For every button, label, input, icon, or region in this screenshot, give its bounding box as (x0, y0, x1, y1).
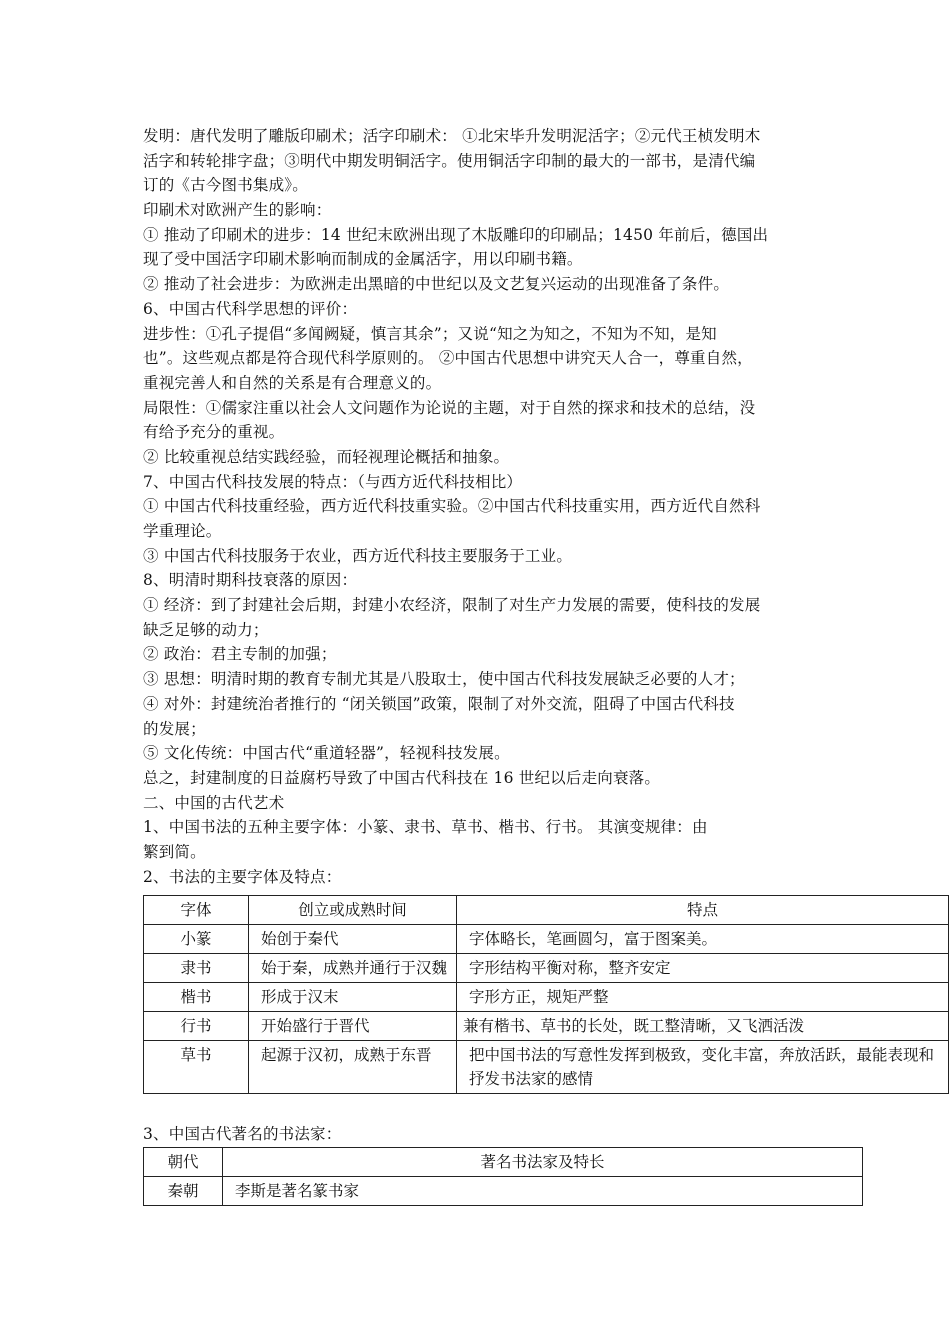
text-line: 发明：唐代发明了雕版印刷术；活字印刷术： ①北宋毕升发明泥活字；②元代王桢发明木 (143, 127, 761, 145)
text-line: 重视完善人和自然的关系是有合理意义的。 (143, 373, 442, 392)
table-cell: 行书 (144, 1012, 249, 1041)
text-line: ③ 中国古代科技服务于农业，西方近代科技主要服务于工业。 (143, 546, 573, 565)
table-cell: 字形结构平衡对称，整齐安定 (457, 954, 949, 983)
text-line: 7、中国古代科技发展的特点：（与西方近代科技相比） (143, 472, 523, 491)
text-line: ④ 对外：封建统治者推行的 “闭关锁国”政策，限制了对外交流，阻碍了中国古代科技 (143, 694, 735, 713)
text-line: 进步性：①孔子提倡“多闻阙疑，慎言其余”；又说“知之为知之，不知为不知，是知 (143, 324, 717, 343)
text-line: ② 政治：君主专制的加强； (143, 645, 337, 664)
text-line: 8、明清时期科技衰落的原因： (143, 571, 358, 590)
text-line: 总之，封建制度的日益腐朽导致了中国古代科技在 16 世纪以后走向衰落。 (143, 768, 661, 787)
text-line: 的发展； (143, 719, 206, 738)
text-line: 订的《古今图书集成》。 (143, 176, 308, 195)
table-cell: 字体略长，笔画圆匀，富于图案美。 (457, 925, 949, 954)
body-text (143, 124, 815, 889)
table-row (144, 1177, 863, 1206)
text-line: 活字和转轮排字盘；③明代中期发明铜活字。使用铜活字印制的最大的一部书，是清代编 (143, 151, 756, 170)
text-line: 也”。这些观点都是符合现代科学原则的。 ②中国古代思想中讲究天人合一，尊重自然， (143, 349, 753, 368)
table-cell: 楷书 (144, 983, 249, 1012)
text-line: 6、中国古代科学思想的评价： (143, 299, 358, 318)
table-cell: 兼有楷书、草书的长处，既工整清晰，又飞洒活泼 (457, 1012, 949, 1041)
table-header-row (144, 1148, 863, 1177)
text-line: 印刷术对欧洲产生的影响： (143, 201, 332, 220)
table-row (144, 954, 949, 983)
text-line: ② 比较重视总结实践经验，而轻视理论概括和抽象。 (143, 447, 510, 466)
table-cell: 开始盛行于晋代 (249, 1012, 457, 1041)
text-line: 繁到简。 (143, 842, 206, 861)
table-header-cell: 著名书法家及特长 (223, 1148, 863, 1177)
table-header-cell: 特点 (457, 896, 949, 925)
table-cell: 始于秦，成熟并通行于汉魏 (249, 954, 457, 983)
table-cell: 始创于秦代 (249, 925, 457, 954)
text-line: 二、中国的古代艺术 (143, 793, 285, 812)
table-cell: 隶书 (144, 954, 249, 983)
table-cell: 秦朝 (144, 1177, 223, 1206)
calligraphy-styles-table (143, 895, 949, 1094)
table-row (144, 925, 949, 954)
text-line: 局限性：①儒家注重以社会人文问题作为论说的主题，对于自然的探求和技术的总结，没 (143, 398, 756, 417)
text-line: ① 中国古代科技重经验，西方近代科技重实验。②中国古代科技重实用，西方近代自然科 (143, 497, 761, 516)
text-line: 现了受中国活字印刷术影响而制成的金属活字，用以印刷书籍。 (143, 250, 583, 269)
table-cell: 把中国书法的写意性发挥到极致，变化丰富，奔放活跃，最能表现和抒发书法家的感情 (457, 1041, 949, 1094)
text-line: ③ 思想：明清时期的教育专制尤其是八股取士，使中国古代科技发展缺乏必要的人才； (143, 670, 745, 689)
table-row (144, 983, 949, 1012)
table-cell: 字形方正，规矩严整 (457, 983, 949, 1012)
text-line: ② 推动了社会进步：为欧洲走出黑暗的中世纪以及文艺复兴运动的出现准备了条件。 (143, 275, 730, 294)
section-heading-3: 3、中国古代著名的书法家： (143, 1125, 342, 1143)
text-line: ① 经济：到了封建社会后期，封建小农经济，限制了对生产力发展的需要，使科技的发展 (143, 596, 761, 615)
text-line: 1、中国书法的五种主要字体：小篆、隶书、草书、楷书、行书。 其演变规律：由 (143, 818, 708, 837)
text-line: 有给予充分的重视。 (143, 423, 285, 442)
table-cell: 形成于汉末 (249, 983, 457, 1012)
text-line: ⑤ 文化传统：中国古代“重道轻器”，轻视科技发展。 (143, 744, 510, 763)
text-line: ① 推动了印刷术的进步：14 世纪末欧洲出现了木版雕印的印刷品；1450 年前后，德国出 (143, 225, 769, 244)
table-header-cell: 字体 (144, 896, 249, 925)
table-header-row (144, 896, 949, 925)
table-header-cell: 朝代 (144, 1148, 223, 1177)
table-row (144, 1041, 949, 1094)
table-row (144, 1012, 949, 1041)
table-cell: 起源于汉初，成熟于东晋 (249, 1041, 457, 1094)
text-line: 2、书法的主要字体及特点： (143, 867, 342, 886)
calligraphers-table (143, 1147, 863, 1206)
text-line: 缺乏足够的动力； (143, 620, 269, 639)
text-line: 学重理论。 (143, 522, 222, 540)
table-header-cell: 创立或成熟时间 (249, 896, 457, 925)
table-cell: 李斯是著名篆书家 (223, 1177, 863, 1206)
table-cell: 小篆 (144, 925, 249, 954)
table-cell: 草书 (144, 1041, 249, 1094)
